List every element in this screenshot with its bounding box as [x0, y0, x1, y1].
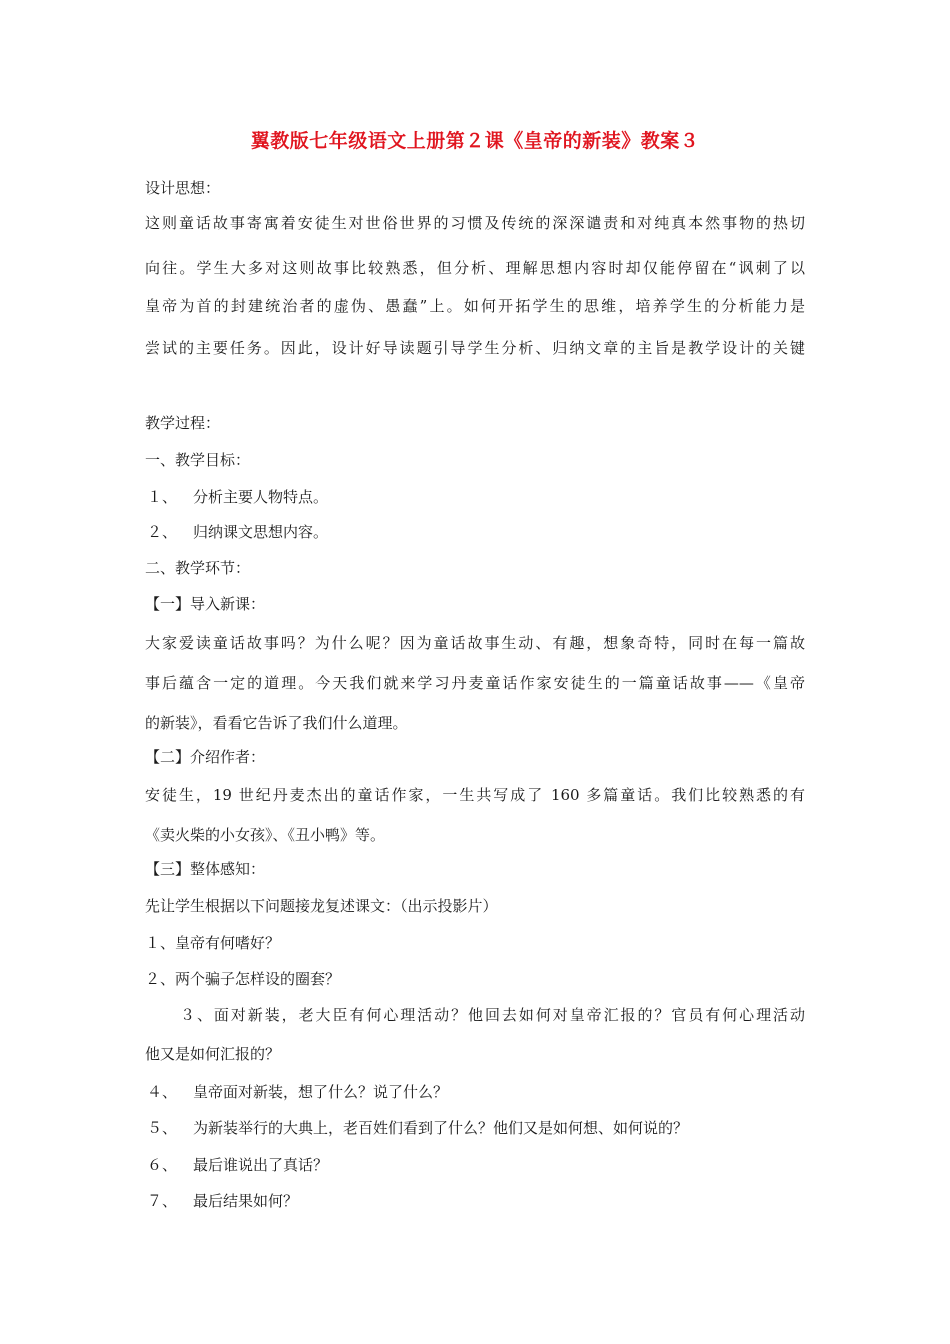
author-paragraph-line: 安徒生，19 世纪丹麦杰出的童话作家，一生共写成了 160 多篇童话。我们比较熟悉的有 [145, 786, 805, 804]
intro-paragraph-line: 事后蕴含一定的道理。今天我们就来学习丹麦童话作家安徒生的一篇童话故事——《皇帝 [145, 674, 805, 692]
design-paragraph-line: 尝试的主要任务。因此，设计好导读题引导学生分析、归纳文章的主旨是教学设计的关键 [145, 339, 805, 357]
design-heading: 设计思想： [145, 179, 221, 197]
question-text: 皇帝面对新装，想了什么？说了什么？ [193, 1083, 449, 1101]
question-number: ７、 [147, 1192, 178, 1210]
question-item [145, 1082, 448, 1102]
question-number: ６、 [147, 1156, 178, 1174]
goal-item [145, 487, 328, 507]
goal-item [145, 522, 328, 542]
question-item [145, 933, 280, 953]
question-item [145, 969, 340, 989]
question-text: 他又是如何汇报的？ [145, 1045, 281, 1063]
question-text: 最后结果如何？ [193, 1192, 299, 1210]
question-item [145, 1155, 328, 1175]
goal-number: １、 [147, 488, 178, 506]
question-item [180, 1005, 805, 1025]
question-number: ３、 [180, 1006, 214, 1024]
question-text: 皇帝有何嗜好？ [175, 934, 281, 952]
overall-intro: 先让学生根据以下问题接龙复述课文：（出示投影片） [145, 897, 498, 915]
question-text: 为新装举行的大典上，老百姓们看到了什么？他们又是如何想、如何说的？ [193, 1119, 689, 1137]
question-number: ２、 [145, 970, 176, 988]
question-number: ４、 [147, 1083, 178, 1101]
question-text: 最后谁说出了真话？ [193, 1156, 329, 1174]
question-text: 两个骗子怎样设的圈套？ [175, 970, 341, 988]
author-paragraph-line: 《卖火柴的小女孩》、《丑小鸭》等。 [145, 826, 386, 844]
question-item [145, 1191, 298, 1211]
goal-text: 归纳课文思想内容。 [193, 523, 329, 541]
design-paragraph-line: 向往。学生大多对这则故事比较熟悉，但分析、理解思想内容时却仅能停留在“讽刺了以 [145, 259, 805, 277]
process-heading: 教学过程： [145, 414, 221, 432]
question-item [145, 1118, 688, 1138]
design-paragraph-line: 皇帝为首的封建统治者的虚伪、愚蠢”上。如何开拓学生的思维，培养学生的分析能力是 [145, 297, 805, 315]
intro-paragraph-line: 大家爱读童话故事吗？为什么呢？因为童话故事生动、有趣，想象奇特，同时在每一篇故 [145, 634, 805, 652]
overall-heading: 【三】整体感知： [145, 860, 266, 878]
question-item-continued [145, 1044, 280, 1064]
author-heading: 【二】介绍作者： [145, 748, 266, 766]
design-paragraph-line: 这则童话故事寄寓着安徒生对世俗世界的习惯及传统的深深谴责和对纯真本然事物的热切 [145, 214, 805, 232]
intro-heading: 【一】导入新课： [145, 595, 266, 613]
question-text: 面对新装，老大臣有何心理活动？他回去如何对皇帝汇报的？官员有何心理活动 [213, 1006, 805, 1024]
question-number: １、 [145, 934, 176, 952]
document-title: 翼教版七年级语文上册第２课《皇帝的新装》教案３ [250, 130, 700, 152]
steps-heading: 二、教学环节： [145, 559, 251, 577]
goal-text: 分析主要人物特点。 [193, 488, 329, 506]
intro-paragraph-line: 的新装》，看看它告诉了我们什么道理。 [145, 714, 408, 732]
goal-number: ２、 [147, 523, 178, 541]
question-number: ５、 [147, 1119, 178, 1137]
goals-heading: 一、教学目标： [145, 451, 251, 469]
